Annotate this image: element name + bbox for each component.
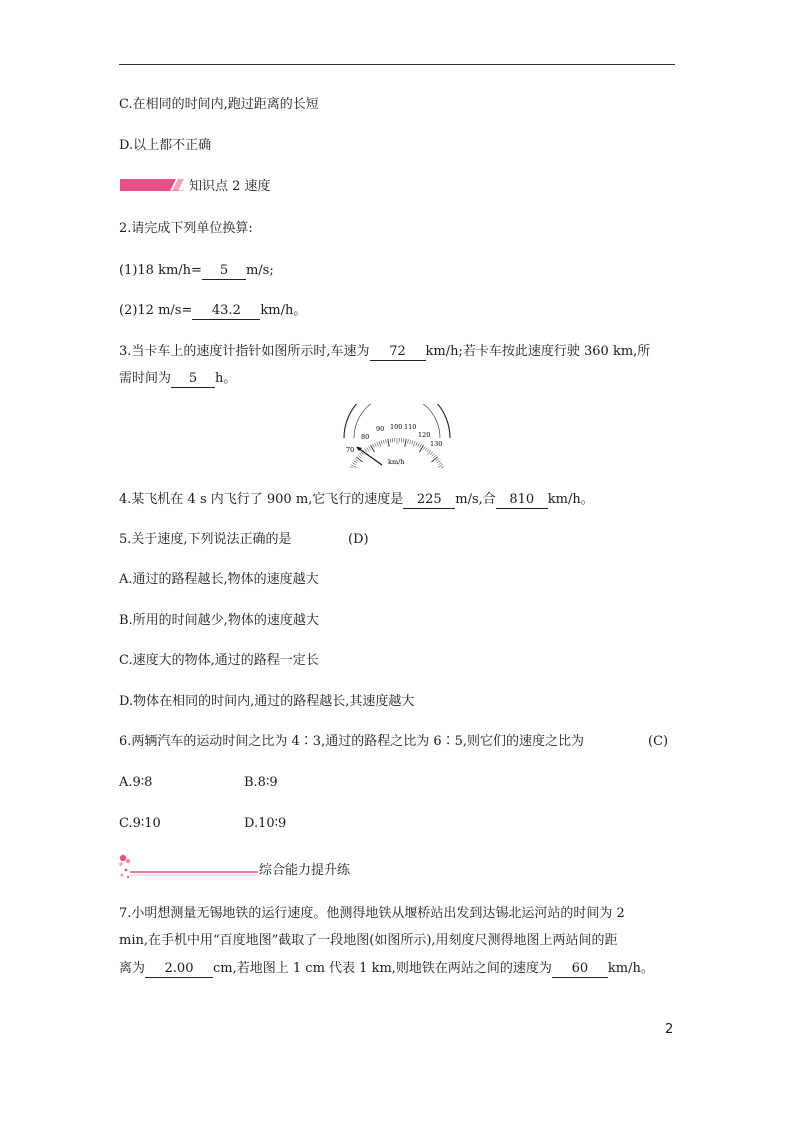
speedometer-tick: [427, 449, 429, 452]
q3-line1: [119, 343, 650, 361]
q5-option-d: D.物体在相同的时间内,通过的路程越长,其速度越大: [119, 694, 415, 709]
speedometer-tick: [373, 444, 375, 448]
speedometer-tick: [403, 438, 404, 442]
speedometer-tick: [390, 438, 391, 442]
q6-option-d: D.10∶9: [244, 816, 287, 831]
q4-suffix: km/h。: [547, 492, 594, 507]
speedometer-tick: [433, 455, 436, 458]
speedometer-tick: [436, 459, 439, 461]
speedo-tick-label-80: 80: [361, 433, 370, 441]
q2-part1: [119, 262, 274, 280]
speedometer-tick: [355, 459, 358, 461]
q6-stem: 6.两辆汽车的运动时间之比为 4∶3,通过的路程之比为 6∶5,则它们的速度之比为: [119, 734, 585, 749]
q2-p2-suffix: km/h。: [260, 303, 307, 318]
q7-answer2: 60: [552, 961, 608, 978]
q2-p2-answer: 43.2: [192, 303, 260, 320]
header-rule: [119, 64, 675, 65]
section-header-comprehensive: [116, 853, 376, 881]
q7-line2: min,在手机中用“百度地图”截取了一段地图(如图所示),用刻度尺测得地图上两站间的距: [119, 933, 618, 948]
speedo-tick-label-130: 130: [430, 440, 443, 448]
speedometer-tick: [367, 448, 369, 451]
q4-answer1: 225: [403, 492, 455, 509]
speedometer-tick: [420, 444, 422, 448]
speedometer-tick: [425, 448, 427, 451]
speedometer-tick: [379, 441, 381, 447]
q5-option-c: C.速度大的物体,通过的路程一定长: [119, 653, 319, 668]
section-title-comprehensive: 综合能力提升练: [259, 863, 351, 878]
speedometer-tick: [352, 463, 355, 465]
speedometer-tick: [388, 439, 389, 447]
speedometer-tick: [412, 440, 413, 444]
speedo-unit-label: km/h: [388, 458, 405, 466]
speedometer-tick: [432, 454, 435, 457]
speedometer-tick: [358, 455, 361, 458]
q4-answer2: 810: [496, 492, 548, 509]
speedometer-tick: [375, 443, 377, 447]
q6-option-b: B.8∶9: [244, 775, 278, 790]
q2-part2: [119, 302, 306, 320]
q7-l3-mid: cm,若地图上 1 cm 代表 1 km,则地铁在两站之间的速度为: [213, 961, 552, 976]
speedo-tick-label-70: 70: [346, 446, 355, 454]
q1-option-d: D.以上都不正确: [119, 138, 212, 153]
speedometer-tick: [430, 452, 433, 455]
q6-option-c: C.9∶10: [119, 816, 161, 831]
q7-l3-prefix: 离为: [119, 961, 146, 976]
q7-answer1: 2.00: [145, 961, 213, 978]
q4-prefix: 4.某飞机在 4 s 内飞行了 900 m,它飞行的速度是: [119, 492, 404, 507]
q6-answer: (C): [648, 734, 669, 749]
q4-line: [119, 491, 594, 509]
speedometer-tick: [438, 465, 443, 468]
flower-ornament-icon: [116, 853, 258, 881]
q6-option-a: A.9∶8: [119, 775, 153, 790]
speedometer-tick: [377, 442, 379, 446]
q5-option-b: B.所用的时间越少,物体的速度越大: [119, 613, 319, 628]
speedometer-tick: [416, 442, 418, 446]
q3-l2-suffix: h。: [215, 371, 237, 386]
speedometer-needle: [356, 447, 382, 466]
section-header-knowledge-2: [119, 176, 359, 198]
q2-p1-answer: 5: [202, 263, 246, 280]
q3-l1-mid: km/h;若卡车按此速度行驶 360 km,所: [425, 344, 651, 359]
q3-line2: [119, 370, 236, 388]
q3-answer1: 72: [370, 344, 426, 361]
speedometer-tick: [438, 463, 441, 465]
q7-line1: 7.小明想测量无锡地铁的运行速度。他测得地铁从堰桥站出发到达锡北运河站的时间为 2: [119, 906, 625, 921]
speedometer-tick: [383, 440, 384, 444]
speedo-tick-label-90: 90: [376, 425, 385, 433]
q7-l3-suffix: km/h。: [607, 961, 654, 976]
speedometer-tick: [369, 446, 371, 449]
speedometer-tick: [381, 440, 382, 444]
speedometer-tick: [350, 467, 354, 468]
speedo-tick-label-110: 110: [404, 423, 417, 431]
q7-line3: [119, 960, 654, 978]
speedometer-tick: [351, 465, 356, 468]
speedometer-tick: [423, 446, 425, 449]
speedo-tick-label-100: 100: [390, 423, 403, 431]
speedometer-tick: [405, 439, 406, 447]
q2-p1-prefix: (1)18 km/h=: [119, 263, 202, 278]
speedometer-tick: [408, 439, 409, 443]
q3-l2-prefix: 需时间为: [119, 371, 172, 386]
section-title: 知识点 2 速度: [189, 179, 271, 194]
q4-mid: m/s,合: [455, 492, 496, 507]
speedometer-tick: [418, 443, 420, 447]
speedo-tick-label-120: 120: [418, 431, 431, 439]
speedometer-tick: [356, 457, 362, 462]
speedometer-tick: [386, 439, 387, 443]
speedometer-tick: [413, 441, 415, 447]
q1-option-c: C.在相同的时间内,跑过距离的长短: [119, 97, 319, 112]
q3-l1-prefix: 3.当卡车上的速度计指针如图所示时,车速为: [119, 344, 370, 359]
speedometer-tick: [437, 461, 440, 463]
speedometer-tick: [431, 457, 437, 462]
q2-p1-suffix: m/s;: [245, 263, 274, 278]
q2-p2-prefix: (2)12 m/s=: [119, 303, 193, 318]
speedometer-tick: [360, 454, 363, 457]
speedometer-tick: [440, 467, 444, 468]
speedometer-tick: [365, 449, 367, 452]
speedometer-tick: [410, 440, 411, 444]
page-number: 2: [665, 1022, 674, 1037]
speedometer-figure: [338, 404, 456, 468]
q3-answer2: 5: [171, 371, 215, 388]
section-bar-icon: [120, 179, 184, 191]
q5-answer: (D): [348, 532, 369, 547]
q2-stem: 2.请完成下列单位换算:: [119, 221, 253, 236]
q5-option-a: A.通过的路程越长,物体的速度越大: [119, 572, 319, 587]
q5-stem: 5.关于速度,下列说法正确的是: [119, 532, 292, 547]
speedometer-tick: [354, 461, 357, 463]
